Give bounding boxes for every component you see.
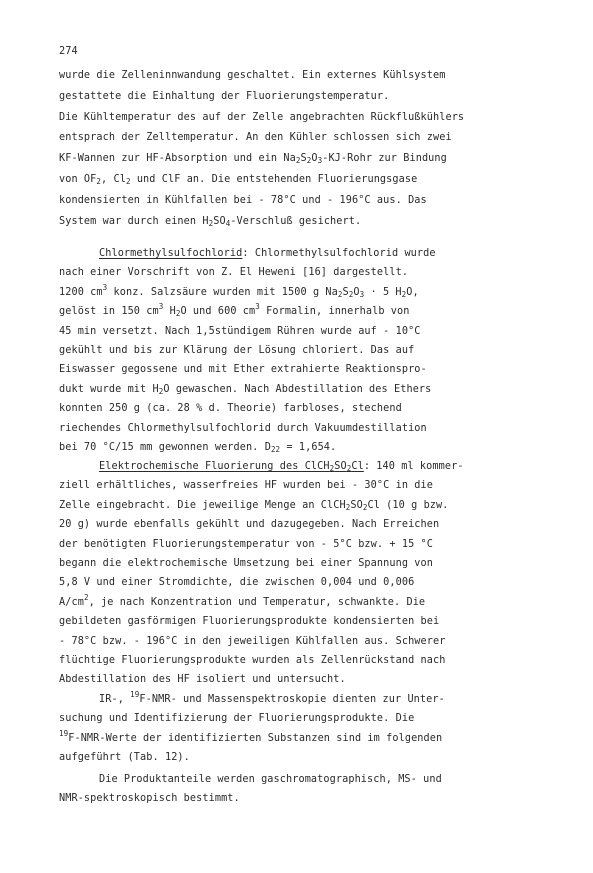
text-line: gelöst in 150 $cm^3$ $H_2O$ und 600 $cm^3$ Formalin, innerhalb von bbox=[59, 302, 410, 319]
text-line: Abdestillation des HF isoliert und untersucht. bbox=[59, 674, 346, 686]
text-line: flüchtige Fluorierungsprodukte wurden als Zellenrückstand nach bbox=[59, 654, 446, 666]
text-line: kondensierten in Kühlfallen bei - 78°C und - 196°C aus. Das bbox=[59, 194, 427, 206]
text-line: 45 min versetzt. Nach 1,5stündigem Rühren wurde auf - 10°C bbox=[59, 325, 421, 337]
text-line: nach einer Vorschrift von Z. El Heweni [16] dargestellt. bbox=[59, 267, 409, 279]
text-line: gestattete die Einhaltung der Fluorierungstemperatur. bbox=[59, 90, 390, 102]
text-line: 20 g) wurde ebenfalls gekühlt und dazugegeben. Nach Erreichen bbox=[59, 519, 440, 531]
text-line: $^{19}$F-NMR-Werte der identifizierten Substanzen sind im folgenden bbox=[59, 728, 443, 744]
text-line: ziell erhältliches, wasserfreies HF wurden bei - 30°C in die bbox=[59, 480, 434, 492]
text-line: Elektrochemische Fluorierung des $ClCH_2SO_2Cl$: 140 ml kommer- bbox=[99, 461, 464, 473]
text-line: Eiswasser gegossene und mit Ether extrahierte Reaktionspro- bbox=[59, 364, 427, 376]
text-line: bei 70 °C/15 mm gewonnen werden. $D_{22} = 1,654$. bbox=[59, 441, 337, 454]
section-heading: Elektrochemische Fluorierung des $ClCH_2SO_2Cl$ bbox=[99, 461, 364, 473]
page-number: 274 bbox=[59, 46, 78, 57]
text-line: 1200 $cm^3$ konz. Salzsäure wurden mit 1500 g $Na_2S_2O_3 \cdot 5$ $H_2O$, bbox=[59, 282, 419, 299]
text-line: Die Produktanteile werden gaschromatographisch, MS- und bbox=[99, 774, 442, 785]
text-line: Die Kühltemperatur des auf der Zelle angebrachten Rückflußkühlers bbox=[59, 111, 465, 123]
paragraph-cell-setup bbox=[59, 66, 559, 232]
text-line: begann die elektrochemische Umsetzung bei einer Spannung von bbox=[59, 557, 434, 569]
text-line: Chlormethylsulfochlorid: Chlormethylsulfochlorid wurde bbox=[99, 248, 436, 259]
text-line: der benötigten Fluorierungstemperatur von - 5°C bzw. + 15 °C bbox=[59, 538, 434, 550]
text-line: suchung und Identifizierung der Fluorierungsprodukte. Die bbox=[59, 713, 415, 725]
text-line: riechendes Chlormethylsulfochlorid durch Vakuumdestillation bbox=[59, 422, 427, 434]
text-line: gekühlt und bis zur Klärung der Lösung chloriert. Das auf bbox=[59, 344, 415, 356]
text-line: gebildeten gasförmigen Fluorierungsprodukte kondensierten bei bbox=[59, 616, 440, 628]
text-line: entsprach der Zelltemperatur. An den Kühler schlossen sich zwei bbox=[59, 132, 452, 144]
text-line: Zelle eingebracht. Die jeweilige Menge an $ClCH_2SO_2Cl$ (10 g bzw. bbox=[59, 499, 449, 512]
text-line: KF-Wannen zur HF-Absorption und ein $Na_2S_2O_3-KJ$-Rohr zur Bindung bbox=[59, 153, 447, 166]
paragraph-electrochemical-fluorination bbox=[59, 457, 559, 690]
text-line: IR-, $^{19}$F-NMR- und Massenspektroskopie dienten zur Unter- bbox=[99, 690, 445, 705]
text-line: aufgeführt (Tab. 12). bbox=[59, 752, 190, 764]
text-line: $A/cm^2$, je nach Konzentration und Temperatur, schwankte. Die bbox=[59, 592, 426, 608]
text-line: von $OF_2$, $Cl_2$ und ClF an. Die entstehenden Fluorierungsgase bbox=[59, 173, 418, 186]
text-line: NMR-spektroskopisch bestimmt. bbox=[59, 793, 240, 805]
text-line: - 78°C bzw. - 196°C in den jeweiligen Kühlfallen aus. Schwerer bbox=[59, 635, 446, 647]
section-heading: Chlormethylsulfochlorid bbox=[99, 248, 243, 259]
text-line: konnten 250 g (ca. 28 % d. Theorie) farbloses, stechend bbox=[59, 403, 402, 415]
text-line: wurde die Zelleninnwandung geschaltet. Ein externes Kühlsystem bbox=[59, 70, 446, 81]
paragraph-product-analysis bbox=[59, 770, 559, 809]
text-line: System war durch einen $H_2SO_4$-Verschluß gesichert. bbox=[59, 215, 362, 228]
paragraph-chlormethylsulfochlorid bbox=[59, 244, 559, 457]
text-line: 5,8 V und einer Stromdichte, die zwischen 0,004 und 0,006 bbox=[59, 577, 415, 589]
paragraph-spectroscopy bbox=[59, 690, 559, 768]
text-line: dukt wurde mit $H_2O$ gewaschen. Nach Abdestillation des Ethers bbox=[59, 383, 432, 396]
